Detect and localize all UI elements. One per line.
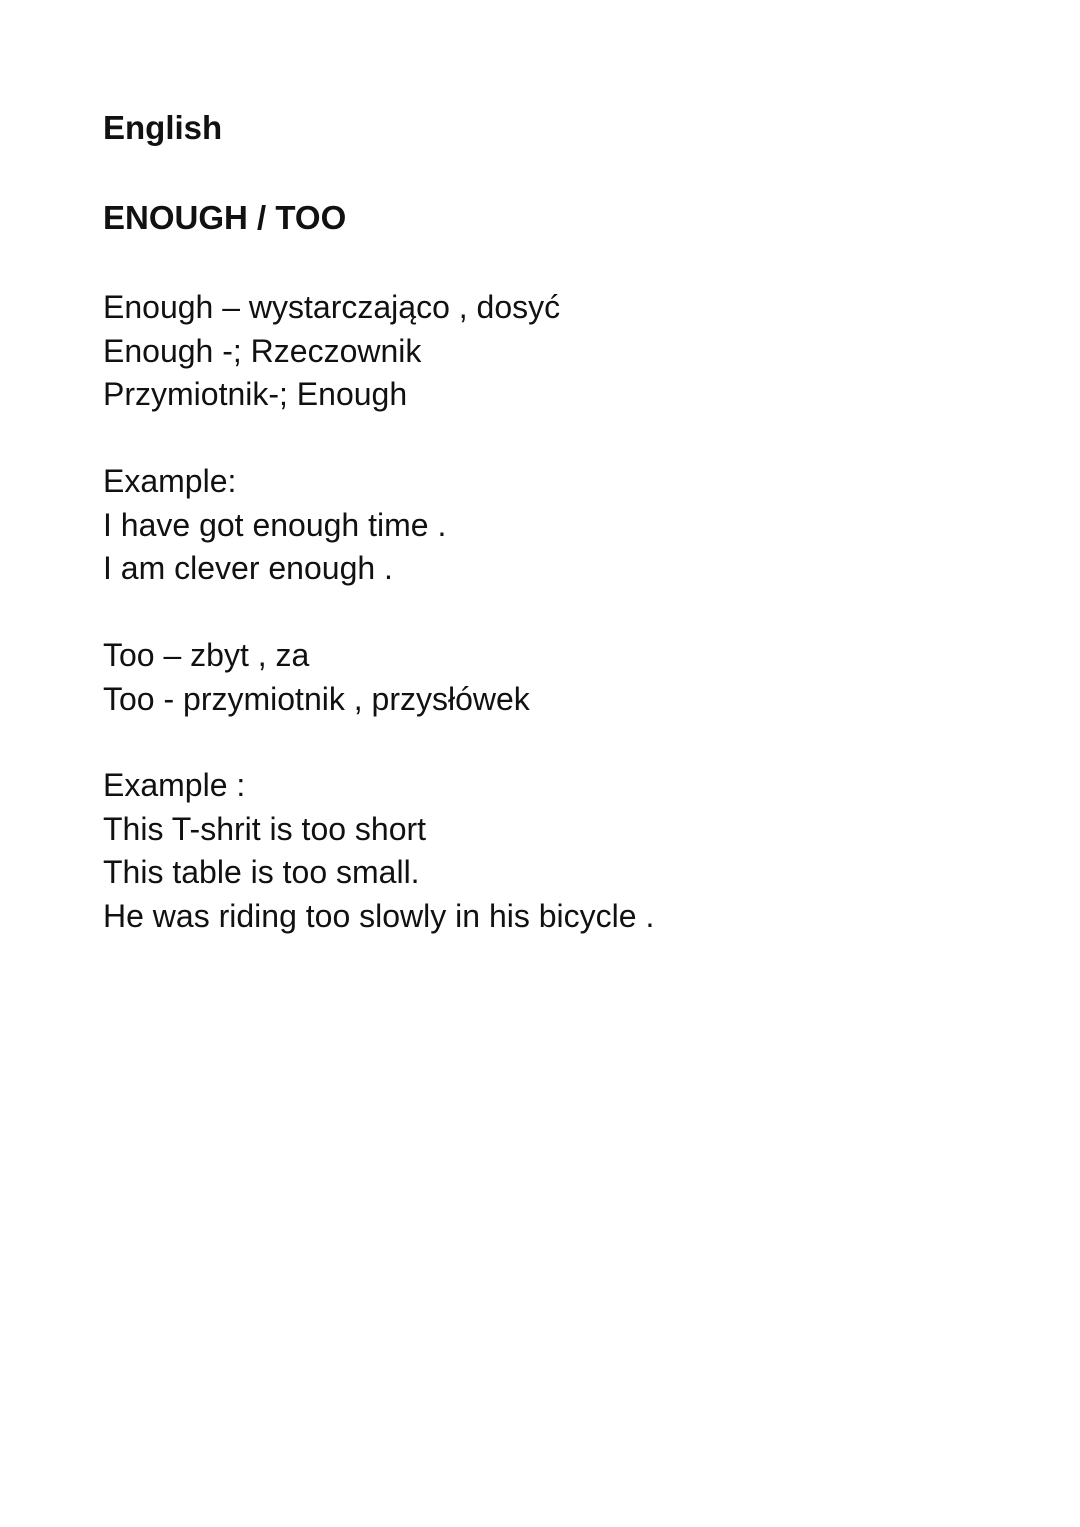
example-sentence: This T-shrit is too short: [103, 810, 427, 847]
too-examples-block: [103, 764, 654, 938]
enough-definition-line: Przymiotnik-; Enough: [103, 376, 408, 412]
example-sentence: I have got enough time .: [103, 506, 447, 543]
example-heading: Example:: [103, 463, 237, 499]
too-definition-block: [103, 634, 530, 721]
example-heading: Example :: [103, 767, 246, 803]
subject-heading: English: [103, 109, 223, 146]
too-definition-line: Too - przymiotnik , przysłówek: [103, 680, 530, 717]
enough-examples-block: [103, 460, 446, 591]
example-sentence: He was riding too slowly in his bicycle .: [103, 897, 655, 934]
enough-definition-line: Enough – wystarczająco , dosyć: [103, 289, 561, 325]
topic-heading: ENOUGH / TOO: [103, 199, 347, 236]
example-sentence: I am clever enough .: [103, 550, 393, 586]
enough-definition-block: [103, 286, 560, 417]
example-sentence: This table is too small.: [103, 854, 420, 890]
too-definition-line: Too – zbyt , za: [103, 637, 310, 673]
enough-definition-line: Enough -; Rzeczownik: [103, 332, 422, 369]
